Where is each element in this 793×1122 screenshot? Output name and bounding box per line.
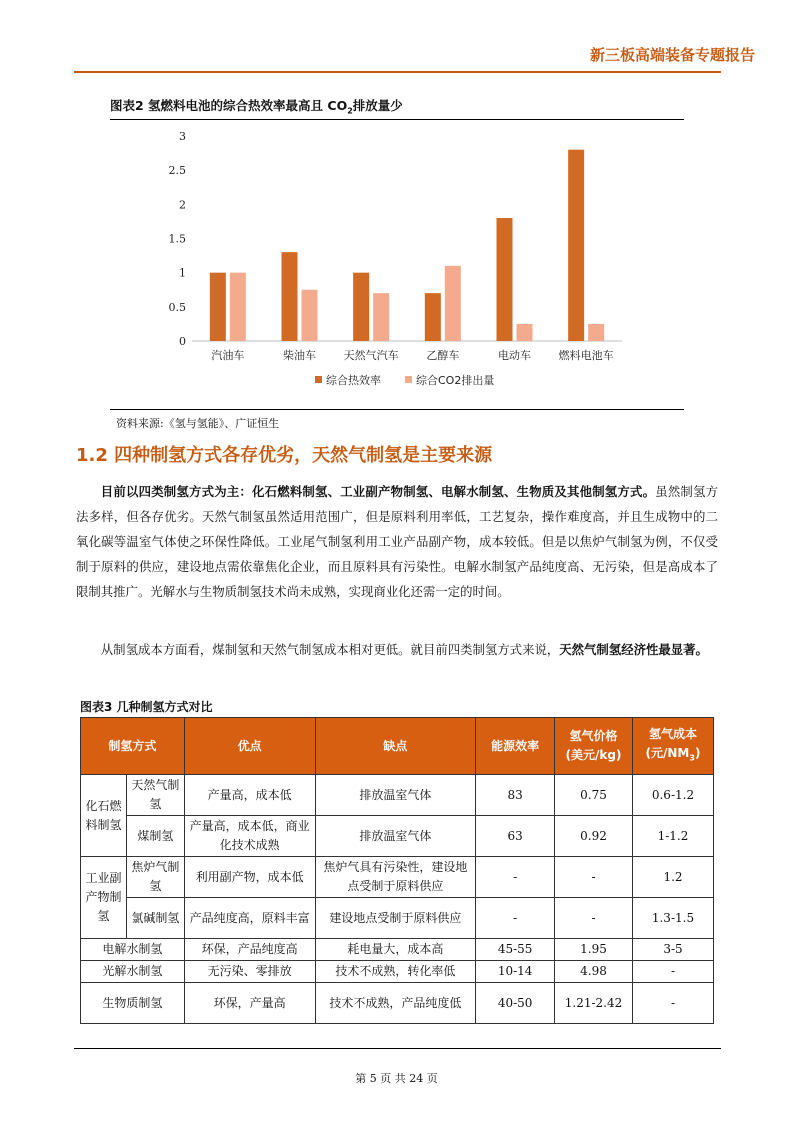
row-sub: 煤制氢: [126, 816, 184, 857]
row-pros: 产量高，成本低: [184, 775, 315, 816]
row-sub: 天然气制氢: [126, 775, 184, 816]
row-cons: 焦炉气具有污染性，建设地点受制于原料供应: [315, 857, 476, 898]
row-name: 电解水制氢: [81, 939, 185, 961]
row-cost: 0.6-1.2: [632, 775, 713, 816]
row-sub: 焦炉气制氢: [126, 857, 184, 898]
y-tick-label: 0.5: [168, 300, 186, 314]
row-cost: -: [632, 983, 713, 1024]
row-cons: 建设地点受制于原料供应: [315, 898, 476, 939]
row-eff: 10-14: [476, 961, 555, 983]
figure2-bar-chart: [110, 122, 684, 408]
row-cost: 1-1.2: [632, 816, 713, 857]
y-tick-label: 0: [179, 335, 186, 348]
legend-label: 综合CO2排出量: [416, 374, 495, 387]
table-row: [81, 983, 714, 1024]
y-tick-label: 1.5: [168, 232, 186, 246]
table-row: [81, 898, 714, 939]
y-tick-label: 1: [179, 266, 186, 280]
header-price: 氢气价格 (美元/kg): [555, 718, 633, 775]
x-tick-label: 柴油车: [283, 349, 316, 362]
paragraph-2: [76, 637, 718, 662]
header-method: 制氢方式: [81, 718, 185, 775]
table-row: [81, 939, 714, 961]
row-cost: 3-5: [632, 939, 713, 961]
row-price: 0.92: [555, 816, 633, 857]
row-eff: -: [476, 898, 555, 939]
table-row: [81, 857, 714, 898]
figure2-source: 资料来源:《氢与氢能》、广证恒生: [116, 417, 280, 430]
bar-efficiency-2: [353, 273, 369, 341]
row-pros: 产量高，成本低，商业化技术成熟: [184, 816, 315, 857]
y-tick-label: 2: [179, 198, 186, 212]
bar-co2-3: [445, 266, 461, 341]
group-industrial: 工业副产物制氢: [81, 857, 127, 939]
legend-swatch: [405, 376, 412, 383]
bar-co2-2: [373, 293, 389, 341]
row-pros: 环保，产品纯度高: [184, 939, 315, 961]
row-cons: 排放温室气体: [315, 775, 476, 816]
x-tick-label: 电动车: [498, 349, 531, 362]
row-cost: 1.2: [632, 857, 713, 898]
row-price: 1.95: [555, 939, 633, 961]
section-title: 1.2 四种制氢方式各存优劣，天然气制氢是主要来源: [76, 445, 493, 466]
table-row: [81, 816, 714, 857]
header-rule: [74, 71, 721, 73]
bar-efficiency-0: [210, 273, 226, 341]
row-price: 0.75: [555, 775, 633, 816]
header-efficiency: 能源效率: [476, 718, 555, 775]
bar-efficiency-5: [568, 150, 584, 341]
legend-label: 综合热效率: [326, 374, 381, 387]
bar-efficiency-3: [425, 293, 441, 341]
legend-swatch: [315, 376, 322, 383]
table-row: [81, 775, 714, 816]
row-price: 1.21-2.42: [555, 983, 633, 1024]
row-cons: 技术不成熟，产品纯度低: [315, 983, 476, 1024]
row-eff: 83: [476, 775, 555, 816]
figure2-top-rule: [110, 119, 684, 120]
figure2-bottom-rule: [110, 409, 684, 410]
header-pros: 优点: [184, 718, 315, 775]
header-cost: 氢气成本 (元$/NM_3$): [632, 718, 713, 775]
figure2-title: 图表2 氢燃料电池的综合热效率最高且 $CO_2$排放量少: [110, 98, 403, 116]
row-eff: 63: [476, 816, 555, 857]
bar-co2-4: [517, 324, 533, 341]
row-cost: 1.3-1.5: [632, 898, 713, 939]
header-cons: 缺点: [315, 718, 476, 775]
row-eff: 40-50: [476, 983, 555, 1024]
paragraph-1-body: 虽然制氢方法多样，但各存优劣。天然气制氢虽然适用范围广，但是原料利用率低，工艺复杂，操作难度高，并且生成物中的二氧化碳等温室气体使之环保性降低。工业尾气制氢利用工业产品副产物，成本较低。但是以焦炉气制氢为例，不仅受制于原料的供应，建设地点需依靠焦化企业，而且原料具有污染性。电解水制氢产品纯度高、无污染，但是高成本了限制其推广。光解水与生物质制氢技术尚未成熟，实现商业化还需一定的时间。: [76, 484, 719, 599]
group-fossil: 化石燃料制氢: [81, 775, 127, 857]
x-tick-label: 天然气汽车: [343, 349, 399, 362]
row-eff: -: [476, 857, 555, 898]
row-pros: 环保，产量高: [184, 983, 315, 1024]
row-price: -: [555, 898, 633, 939]
table-header-row: [81, 718, 714, 775]
row-eff: 45-55: [476, 939, 555, 961]
row-name: 生物质制氢: [81, 983, 185, 1024]
row-price: -: [555, 857, 633, 898]
row-pros: 无污染、零排放: [184, 961, 315, 983]
hydrogen-methods-table: [80, 717, 714, 1024]
paragraph-2-highlight: 天然气制氢经济性最显著。: [559, 642, 708, 657]
paragraph-2-body: 从制氢成本方面看，煤制氢和天然气制氢成本相对更低。就目前四类制氢方式来说，: [100, 642, 560, 657]
paragraph-1: [76, 479, 718, 604]
row-cons: 排放温室气体: [315, 816, 476, 857]
table-row: [81, 961, 714, 983]
page-number: 第 5 页 共 24 页: [355, 1072, 438, 1085]
bar-efficiency-1: [282, 252, 298, 341]
x-tick-label: 燃料电池车: [558, 349, 614, 362]
row-price: 4.98: [555, 961, 633, 983]
report-header-title: 新三板高端装备专题报告: [589, 46, 755, 64]
paragraph-1-lead: 目前以四类制氢方式为主：化石燃料制氢、工业副产物制氢、电解水制氢、生物质及其他制氢方式。: [100, 484, 656, 499]
row-cost: -: [632, 961, 713, 983]
bar-co2-5: [588, 324, 604, 341]
row-sub: 氯碱制氢: [126, 898, 184, 939]
row-pros: 利用副产物，成本低: [184, 857, 315, 898]
footer-rule: [74, 1048, 721, 1049]
row-cons: 技术不成熟，转化率低: [315, 961, 476, 983]
x-tick-label: 汽油车: [211, 349, 245, 362]
table3-title: 图表3 几种制氢方式对比: [80, 700, 213, 714]
x-tick-label: 乙醇车: [426, 349, 460, 362]
row-pros: 产品纯度高，原料丰富: [184, 898, 315, 939]
bar-co2-0: [230, 273, 246, 341]
row-cons: 耗电量大，成本高: [315, 939, 476, 961]
y-tick-label: 3: [179, 130, 186, 143]
bar-co2-1: [302, 290, 318, 341]
y-tick-label: 2.5: [168, 164, 186, 178]
row-name: 光解水制氢: [81, 961, 185, 983]
bar-efficiency-4: [497, 218, 513, 341]
